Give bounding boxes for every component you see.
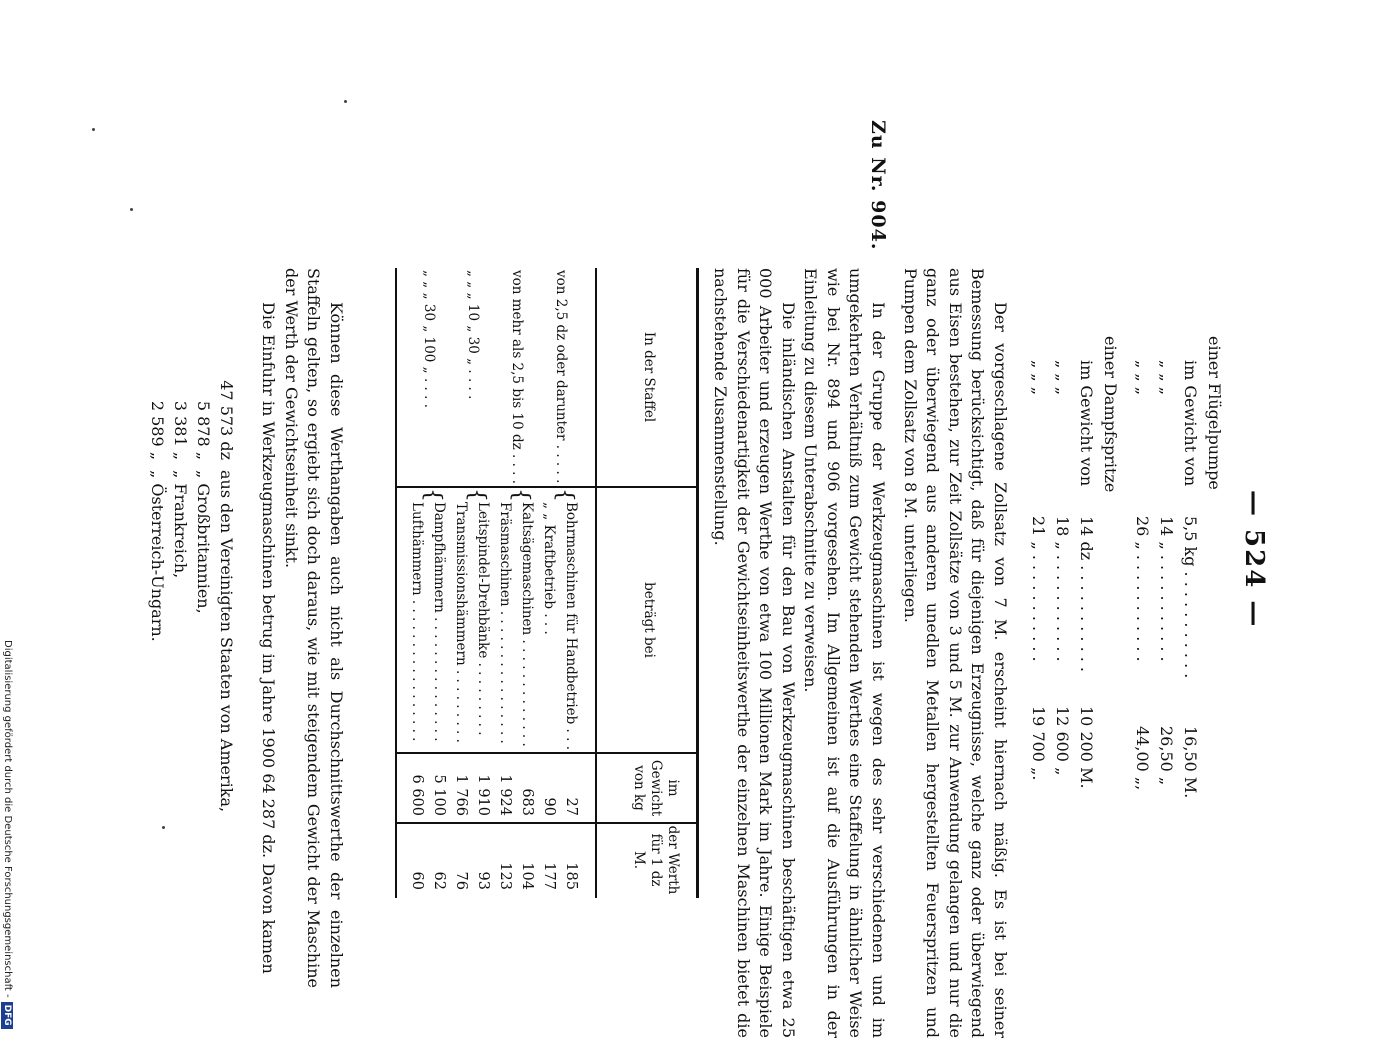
table-weight: 6 600 <box>409 774 425 816</box>
section-heading: Zu Nr. 904. <box>867 120 889 251</box>
table-machine: „ „ Kraftbetrieb . . . <box>541 502 557 635</box>
paragraph-4 <box>257 268 347 988</box>
import-amount: 5 878 „ <box>194 400 213 460</box>
import-source: „ Frankreich, <box>171 470 190 579</box>
scan-speck <box>92 128 95 131</box>
pump-row-2-weight: 14 dz . . . . . . . . . . . <box>1077 516 1096 673</box>
table-weight: 683 <box>519 788 535 816</box>
import-amount: 47 573 dz <box>217 380 236 460</box>
table-bottom-rule <box>396 268 398 898</box>
pump-row-2-label: im Gewicht von <box>1077 360 1096 487</box>
table-brace: { <box>552 488 577 502</box>
import-amount: 3 381 „ <box>171 400 190 460</box>
pump-row-2-price: 19 700 „. <box>1029 706 1048 781</box>
pump-row-1-weight: 14 „ . . . . . . . . . . . <box>1157 516 1176 662</box>
th-gewicht: im Gewicht von kg <box>631 759 681 817</box>
table-value: 60 <box>409 871 425 890</box>
table-weight: 1 924 <box>497 774 513 816</box>
paragraph-4-text: Können diese Werthangaben auch nicht als Durchschnittswerthe der einzelnen Staffeln gelten, so ergiebt sich doch daraus, wie mit steigendem Gewicht der Maschine der Werth der Gewichtseinheit sinkt. <box>282 268 346 988</box>
credit-text: Digitalisierung gefördert durch die Deutsche Forschungsgemeinschaft - <box>2 640 13 998</box>
table-weight: 1 766 <box>453 774 469 816</box>
table-weight: 27 <box>563 797 579 816</box>
pump-row-2-label: „ „ „ <box>1029 360 1048 396</box>
paragraph-3-text: Die inländischen Anstalten für den Bau von Werkzeugmaschinen beschäftigen etwa 25 000 Arbeiter und erzeugen Werthe von etwa 100 Millionen Mark im Jahre. Einige Beispiele für die Verschiedenartigkeit der Gewichtseinheitswerthe der einzelnen Maschinen bietet die nachstehende Zusammenstellung. <box>711 268 798 1038</box>
scan-speck <box>162 826 165 829</box>
pump-row-2-weight: 21 „ . . . . . . . . . . . <box>1029 516 1048 662</box>
th-staffel: In der Staffel <box>641 331 657 423</box>
pump-row-1-label: im Gewicht von <box>1181 360 1200 487</box>
paragraph-1-text: Der vorgeschlagene Zollsatz von 7 M. erscheint hiernach mäßig. Es ist bei seiner Bemessung berücksichtigt, daß für diejenigen Erzeugnisse, welche ganz oder überwiegend aus Eisen bestehen, zur Zeit Zollsätze von 3 und 5 M. zur Anwendung gelangen und nur die ganz oder überwiegend aus anderen unedlen Metallen hergestellten Feuerspritzen und Pumpen dem Zollsatz von 8 M. unterliegen. <box>901 268 1010 1038</box>
table-machine: Transmissionshämmern . . . . . . . . . <box>453 502 469 743</box>
digitization-credit <box>1 640 13 1029</box>
pump-row-1-price: 16,50 M. <box>1181 726 1200 799</box>
import-source: „ Großbritannien, <box>194 470 213 614</box>
table-brace: { <box>420 488 445 502</box>
pump-row-2-price: 10 200 M. <box>1077 706 1096 789</box>
pump-row-1-label: „ „ „ <box>1133 360 1152 396</box>
th-betraegt: beträgt bei <box>641 582 657 658</box>
table-header-rule <box>596 268 598 898</box>
pump-row-1-label: „ „ „ <box>1157 360 1176 396</box>
pump-row-1-price: 26,50 „ <box>1157 726 1176 786</box>
paragraph-1 <box>899 268 1012 1038</box>
pump-row-2-label: „ „ „ <box>1053 360 1072 396</box>
table-value: 62 <box>431 871 447 890</box>
table-weight: 1 910 <box>475 774 491 816</box>
pump-row-1-price: 44,00 „, <box>1133 726 1152 791</box>
table-value: 76 <box>453 871 469 890</box>
table-value: 123 <box>497 862 513 890</box>
import-amount: 2 589 „ <box>148 400 167 460</box>
import-source: „ Österreich-Ungarn. <box>148 470 167 642</box>
table-machine: Dampfhämmern . . . . . . . . . . . . . . . <box>431 502 447 742</box>
table-weight: 90 <box>541 797 557 816</box>
pump-row-2-weight: 18 „ . . . . . . . . . . . <box>1053 516 1072 662</box>
page-number: — 524 — <box>1239 490 1269 629</box>
pump-row-1-weight: 26 „ . . . . . . . . . . . <box>1133 516 1152 662</box>
table-machine: Bohrmaschinen für Handbetrieb . . . <box>563 502 579 751</box>
scan-speck <box>130 208 133 211</box>
paragraph-2 <box>709 268 889 1038</box>
table-machine: Leitspindel-Drehbänke . . . . . . . . . <box>475 502 491 736</box>
table-machine: Lufthämmern . . . . . . . . . . . . . . . . . <box>409 502 425 742</box>
th-werth: der Werth für 1 dz M. <box>631 825 681 895</box>
import-source: aus den Vereinigten Staaten von Amerika, <box>217 470 236 813</box>
table-weight: 5 100 <box>431 774 447 816</box>
pump-row-2-price: 12 600 „ <box>1053 706 1072 776</box>
table-top-rule <box>696 268 699 898</box>
pump-heading-2: einer Dampfspritze <box>1101 336 1120 493</box>
table-staffel: von mehr als 2,5 bis 10 dz . . . . <box>509 270 525 485</box>
dfg-logo: DFG <box>1 1002 13 1029</box>
table-machine: Kaltsägemaschinen . . . . . . . . . . . . . <box>519 502 535 747</box>
table-value: 104 <box>519 862 535 890</box>
table-value: 185 <box>563 862 579 890</box>
table-staffel: von 2,5 dz oder darunter . . . . . <box>553 270 569 484</box>
table-machine: Fräsmaschinen . . . . . . . . . . . . . . . . <box>497 502 513 744</box>
table-value: 93 <box>475 871 491 890</box>
pump-row-1-weight: 5,5 kg . . . . . . . . . . . <box>1181 516 1200 679</box>
table-staffel: „ „ „ 10 „ 30 „ . . . . <box>465 270 481 400</box>
paragraph-5-text: Die Einfuhr in Werkzeugmaschinen betrug im Jahre 1900 64 287 dz. Davon kamen <box>259 302 279 974</box>
pump-heading-1: einer Flügelpumpe <box>1205 336 1224 490</box>
table-staffel: „ „ „ 30 „ 100 „ . . . . <box>421 270 437 408</box>
table-value: 177 <box>541 862 557 890</box>
scan-speck <box>344 100 347 103</box>
paragraph-2-text: In der Gruppe der Werkzeugmaschinen ist wegen des sehr verschiedenen und im umgekehrten Verhältniß zum Gewicht stehenden Werthes eine Staffelung in ähnlicher Weise wie bei Nr. 894 und 906 vorgesehen. Im Allgemeinen ist auf die Ausführungen in der Einleitung zu diesem Unterabschnitte zu verweisen. <box>801 268 888 1038</box>
table-brace: { <box>464 488 489 502</box>
table-brace: { <box>508 488 533 502</box>
